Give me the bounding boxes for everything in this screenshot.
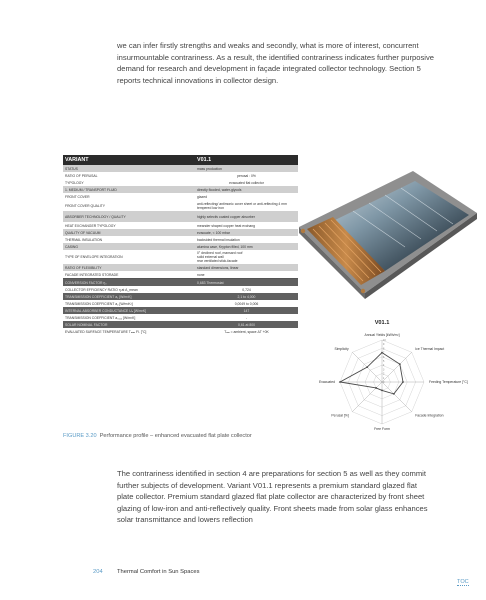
table-row xyxy=(63,211,298,222)
pipe-connector-bottom xyxy=(361,289,365,293)
radar-series-point xyxy=(375,387,377,389)
radar-series-point xyxy=(366,366,368,368)
table-cell-key: TYPOLOGY xyxy=(63,179,195,186)
table-cell-value: 147 xyxy=(195,307,298,314)
table-cell-key: INTERNAL ABSORBER CONDUCTANCE Uₐ [W/m²K] xyxy=(63,307,195,314)
table-cell-key: CASING xyxy=(63,243,195,250)
table-row xyxy=(63,165,298,172)
table-row xyxy=(63,300,298,307)
table-row xyxy=(63,172,298,179)
table-cell-value: 0,61 at 800 xyxy=(195,321,298,328)
radar-series-point xyxy=(381,352,383,354)
table-cell-key: TRANSMISSION COEFFICIENT a₀₁₁₂ [W/m²K] xyxy=(63,314,195,321)
table-row xyxy=(63,179,298,186)
radar-axis-label: Annual Yields [kWh/m²] xyxy=(364,333,400,338)
table-cell-key: 1. MEDIUM / TRANSPORT FLUID xyxy=(63,186,195,193)
body-paragraph-top: we can infer firstly strengths and weaks and secondly, what is more of interest, concurrent insurmountable contrariness. As a result, the identified contrariness indicates further purposive demand for research and development in façade integrated collector technology. Section 5 reports technical innovations in collector design. xyxy=(117,41,434,85)
table-cell-key: TRANSMISSION COEFFICIENT a₂ [W/m²K²] xyxy=(63,300,195,307)
table-cell-key: QUALITY OF VACUUM xyxy=(63,229,195,236)
radar-tick-label: 0 xyxy=(383,381,385,384)
table-cell-value: 0,0049 to 0,006 xyxy=(195,300,298,307)
table-row xyxy=(63,243,298,250)
radar-tick-label: 1 xyxy=(383,376,385,380)
table-cell-value: 0,683 Thermostat xyxy=(195,279,298,287)
radar-series-point xyxy=(381,390,383,392)
table-cell-value: mass production xyxy=(195,165,298,172)
table-cell-value: evacuated flat collector xyxy=(195,179,298,186)
radar-axis-label: Facade Integration xyxy=(415,413,444,418)
pipe-connector-left xyxy=(301,229,305,233)
table-row xyxy=(63,307,298,314)
radar-series-point xyxy=(339,381,341,383)
table-row xyxy=(63,328,298,335)
radar-tick-label: 6 xyxy=(383,355,385,359)
table-row xyxy=(63,271,298,279)
radar-tick-label: 3 xyxy=(383,368,385,372)
table-cell-key: ABSORBER TECHNOLOGY / QUALITY xyxy=(63,211,195,222)
table-cell-value: standard dimensions, linear xyxy=(195,264,298,271)
radar-tick-label: 2 xyxy=(383,372,385,376)
table-row xyxy=(63,250,298,264)
radar-axis-label: Free Form xyxy=(374,427,390,432)
table-row xyxy=(63,293,298,300)
table-cell-value: alumina case, Krypton filled, 100 mm xyxy=(195,243,298,250)
figure-label: FIGURE 3.20 xyxy=(63,433,97,439)
radar-axis-label: Feeding Temperature [°C] xyxy=(429,380,468,385)
table-row xyxy=(63,279,298,287)
table-header-row xyxy=(63,155,298,165)
table-cell-key: FRONT COVER QUALITY xyxy=(63,200,195,211)
radar-axis-label: Simplicity xyxy=(334,346,349,351)
variant-table xyxy=(63,155,298,335)
figure-caption xyxy=(63,433,252,439)
radar-axis-label: Evacuated xyxy=(318,380,335,385)
table-cell-key: SOLAR NOMINAL FACTOR xyxy=(63,321,195,328)
radar-series-point xyxy=(402,381,404,383)
table-row xyxy=(63,186,298,193)
radar-tick-label: 4 xyxy=(383,364,385,368)
table-cell-key: COLLECTOR EFFICIENCY RATIO η at A_mean xyxy=(63,286,195,293)
table-cell-value: 0,724 xyxy=(195,286,298,293)
table-cell-value: glazed xyxy=(195,193,298,200)
radar-tick-label: 9 xyxy=(383,343,385,347)
table-cell-value: - xyxy=(195,314,298,321)
table-cell-key: EVALUATED SURFACE TEMPERATURE Tₘₘ Fl. [°C] xyxy=(63,328,195,335)
table-cell-value: anti-reflecting/ antimonic cover sheet or anti-reflecting 4 mm tempered low iron xyxy=(195,200,298,211)
table-cell-key: RATIO OF FLEXIBILITY xyxy=(63,264,195,271)
radar-series-point xyxy=(399,363,401,365)
table-row xyxy=(63,222,298,229)
radar-chart xyxy=(298,316,468,441)
table-cell-value: Tₐₘ = ambient, space ΔT +0K xyxy=(195,328,298,335)
table-cell-value: backsided thermal insulation xyxy=(195,236,298,243)
table-cell-value: none xyxy=(195,271,298,279)
radar-series-point xyxy=(393,393,395,395)
table-cell-value: evacuate, < 100 mbar xyxy=(195,229,298,236)
collector-photo xyxy=(293,167,483,317)
table-cell-key: FACADE INTEGRATED STORADE xyxy=(63,271,195,279)
table-row xyxy=(63,286,298,293)
table-cell-value: highly selectiv coated copper absorber xyxy=(195,211,298,222)
table-cell-key: TRANSMISSION COEFFICIENT a₁ [W/m²K] xyxy=(63,293,195,300)
table-cell-key: FRONT COVER xyxy=(63,193,195,200)
table-header-key: VARIANT xyxy=(63,155,195,165)
running-title: Thermal Comfort in Sun Spaces xyxy=(117,569,200,575)
table-row xyxy=(63,193,298,200)
table-row xyxy=(63,236,298,243)
table-row xyxy=(63,200,298,211)
table-cell-key: THERMAL INSULATION xyxy=(63,236,195,243)
table-cell-key: CONVERSION FACTOR η₀ xyxy=(63,279,195,287)
table-cell-key: RATIO OF PERUSAL xyxy=(63,172,195,179)
table-row xyxy=(63,321,298,328)
table-cell-value: 0° declined roof, mansard roof solid external wall rear ventilated stick-facade xyxy=(195,250,298,264)
body-paragraph-bottom: The contrariness identified in section 4 are preparations for section 5 as well as they commit further subjects of development. Variant V01.1 represents a premium standard glazed flat plate collector. Premium standard glazed flat plate collector are characterized by front sheet glazing of low-iron and anti-reflectively quality. Front sheets made from solar glass enhances solar transmittance and lowers reflection xyxy=(117,469,428,524)
table-row xyxy=(63,229,298,236)
radar-tick-label: 8 xyxy=(383,347,385,351)
page-number: 204 xyxy=(93,569,103,575)
table-row xyxy=(63,314,298,321)
table-cell-value: perusal : 0% xyxy=(195,172,298,179)
radar-tick-label: 7 xyxy=(383,351,385,355)
radar-tick-label: 5 xyxy=(383,360,385,363)
table-cell-value: 2,1 to 4,000 xyxy=(195,293,298,300)
table-cell-value: meander shaped copper heat exchang xyxy=(195,222,298,229)
table-cell-key: HEAT EXCHANGER TYPOLOGY xyxy=(63,222,195,229)
toc-link[interactable]: TOC xyxy=(457,579,469,585)
table-header-value: V01.1 xyxy=(195,155,298,165)
radar-tick-labels xyxy=(383,339,386,384)
table-row xyxy=(63,264,298,271)
radar-axis-label: Ice Thermal Impact xyxy=(415,346,445,351)
radar-title: V01.1 xyxy=(374,320,390,326)
radar-axis-label: Perusal [%] xyxy=(331,413,349,418)
table-cell-value: directly flooded, water-glycols xyxy=(195,186,298,193)
radar-series-group xyxy=(339,352,404,395)
table-cell-key: STATUS xyxy=(63,165,195,172)
radar-tick-label: 10 xyxy=(383,339,386,342)
figure-caption-text: Performance profile – enhanced evacuated flat plate collector xyxy=(99,433,252,439)
table-cell-key: TYPE OF ENVELOPE INTEGRATION xyxy=(63,250,195,264)
